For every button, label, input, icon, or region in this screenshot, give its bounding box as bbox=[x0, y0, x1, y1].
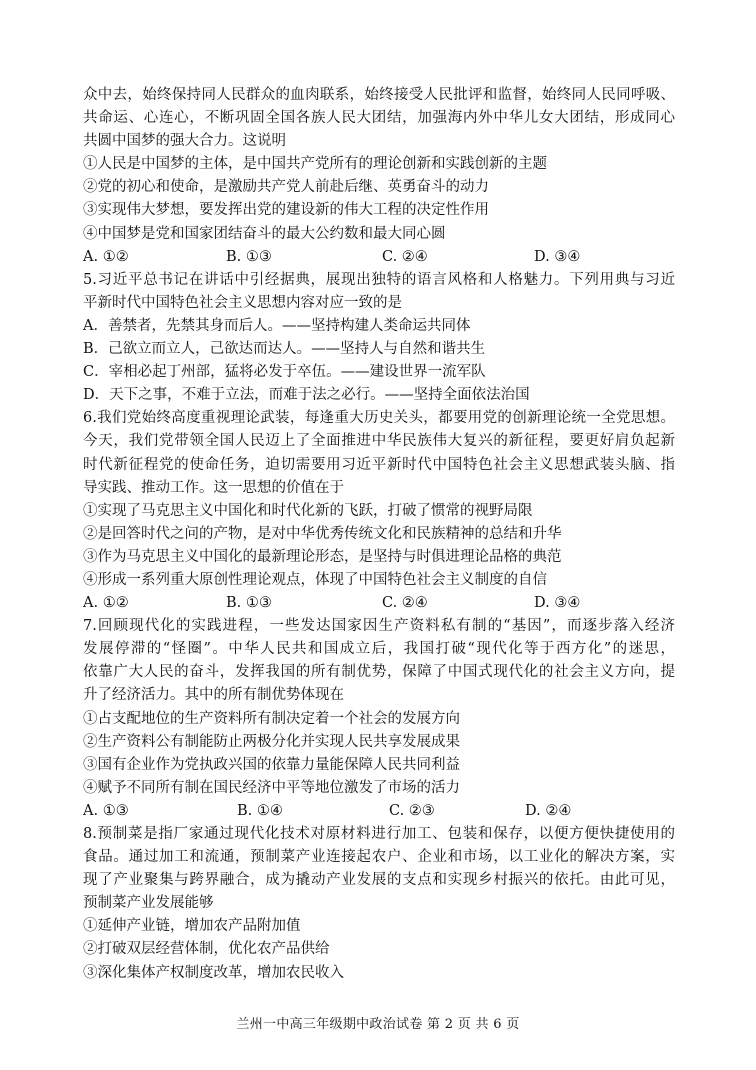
q7-stem-line: 升了经济活力。其中的所有制优势体现在 bbox=[83, 687, 344, 704]
q5-choice: A．善禁者，先禁其身而后人。——坚持构建人类命运共同体 bbox=[83, 317, 471, 334]
q4-options bbox=[83, 246, 675, 269]
q7-stem-line: 发展停滞的“怪圈”。中华人民共和国成立后，我国打破“现代化等于西方化”的迷思， bbox=[83, 641, 675, 658]
q4-option-b: B. ①③ bbox=[226, 248, 272, 265]
q4-item: ②党的初心和使命，是激励共产党人前赴后继、英勇奋斗的动力 bbox=[83, 179, 489, 196]
q5-stem-line: 5.习近平总书记在讲话中引经据典，展现出独特的语言风格和人格魅力。下列用典与习近 bbox=[83, 271, 675, 288]
q7-options bbox=[83, 800, 675, 823]
q4-stem-line: 共圆中国梦的强大合力。这说明 bbox=[83, 133, 286, 150]
q8-stem-line: 现了产业聚集与跨界融合，成为撬动产业发展的支点和实现乡村振兴的依托。由此可见， bbox=[83, 872, 675, 889]
q6-option-d: D. ③④ bbox=[534, 595, 581, 612]
q4-stem-line: 共命运、心连心，不断巩固全国各族人民大团结，加强海内外中华儿女大团结，形成同心 bbox=[83, 110, 675, 127]
q8-stem-line: 预制菜产业发展能够 bbox=[83, 895, 214, 912]
q4-option-a: A. ①② bbox=[83, 248, 129, 265]
q8-item: ③深化集体产权制度改革，增加农民收入 bbox=[83, 964, 344, 981]
q7-option-b: B. ①④ bbox=[237, 802, 283, 819]
q4-option-d: D. ③④ bbox=[534, 248, 581, 265]
exam-content bbox=[83, 84, 675, 985]
page-footer: 兰州一中高三年级期中政治试卷 第 2 页 共 6 页 bbox=[236, 1017, 520, 1032]
q8-item: ②打破双层经营体制，优化农产品供给 bbox=[83, 941, 330, 958]
q7-stem-line: 7.回顾现代化的实践进程，一些发达国家因生产资料私有制的“基因”，而逐步落入经济 bbox=[83, 618, 675, 635]
q7-option-c: C. ②③ bbox=[389, 802, 435, 819]
q7-item: ②生产资料公有制能防止两极分化并实现人民共享发展成果 bbox=[83, 733, 460, 750]
q6-stem-line: 6.我们党始终高度重视理论武装，每逢重大历史关头，都要用党的创新理论统一全党思想。 bbox=[83, 410, 675, 427]
q4-stem-line: 众中去，始终保持同人民群众的血肉联系，始终接受人民批评和监督，始终同人民同呼吸、 bbox=[83, 87, 675, 103]
q6-item: ①实现了马克思主义中国化和时代化新的飞跃，打破了惯常的视野局限 bbox=[83, 502, 533, 519]
q5-choice: C．宰相必起丁州部，猛将必发于卒伍。——建设世界一流军队 bbox=[83, 364, 486, 381]
q8-stem-line: 食品。通过加工和流通，预制菜产业连接起农户、企业和市场，以工业化的解决方案，实 bbox=[83, 849, 675, 866]
q7-option-a: A. ①③ bbox=[83, 802, 129, 819]
q6-option-b: B. ①③ bbox=[226, 595, 272, 612]
q6-option-c: C. ②④ bbox=[382, 595, 428, 612]
q4-item: ③实现伟大梦想，要发挥出党的建设新的伟大工程的决定性作用 bbox=[83, 202, 489, 219]
q7-item: ④赋予不同所有制在国民经济中平等地位激发了市场的活力 bbox=[83, 779, 460, 796]
q5-choice: B．己欲立而立人，己欲达而达人。——坚持人与自然和谐共生 bbox=[83, 341, 486, 358]
q8-stem-line: 8.预制菜是指厂家通过现代化技术对原材料进行加工、包装和保存，以便方便快捷使用的 bbox=[83, 826, 675, 842]
q6-stem-line: 导实践、推动工作。这一思想的价值在于 bbox=[83, 479, 344, 496]
q6-item: ③作为马克思主义中国化的最新理论形态，是坚持与时俱进理论品格的典范 bbox=[83, 548, 562, 565]
q6-item: ②是回答时代之问的产物，是对中华优秀传统文化和民族精神的总结和升华 bbox=[83, 525, 562, 542]
q6-stem-line: 时代新征程党的使命任务，迫切需要用习近平新时代中国特色社会主义思想武装头脑、指 bbox=[83, 456, 675, 473]
q8-item: ①延伸产业链，增加农产品附加值 bbox=[83, 918, 301, 935]
q6-item: ④形成一系列重大原创性理论观点，体现了中国特色社会主义制度的自信 bbox=[83, 571, 547, 588]
q7-option-d: D. ②④ bbox=[525, 802, 572, 819]
q6-stem-line: 今天，我们党带领全国人民迈上了全面推进中华民族伟大复兴的新征程，要更好肩负起新 bbox=[83, 433, 675, 450]
q6-option-a: A. ①② bbox=[83, 595, 129, 612]
q5-choice: D．天下之事，不难于立法，而难于法之必行。——坚持全面依法治国 bbox=[83, 387, 530, 404]
q6-options bbox=[83, 592, 675, 615]
q4-item: ①人民是中国梦的主体，是中国共产党所有的理论创新和实践创新的主题 bbox=[83, 156, 547, 173]
q7-stem-line: 依靠广大人民的奋斗，发挥我国的所有制优势，保障了中国式现代化的社会主义方向，提 bbox=[83, 664, 675, 681]
q4-item: ④中国梦是党和国家团结奋斗的最大公约数和最大同心圆 bbox=[83, 225, 446, 242]
q7-item: ③国有企业作为党执政兴国的依靠力量能保障人民共同利益 bbox=[83, 756, 460, 773]
q7-item: ①占支配地位的生产资料所有制决定着一个社会的发展方向 bbox=[83, 710, 460, 727]
q4-option-c: C. ②④ bbox=[382, 248, 428, 265]
q5-stem-line: 平新时代中国特色社会主义思想内容对应一致的是 bbox=[83, 294, 402, 311]
